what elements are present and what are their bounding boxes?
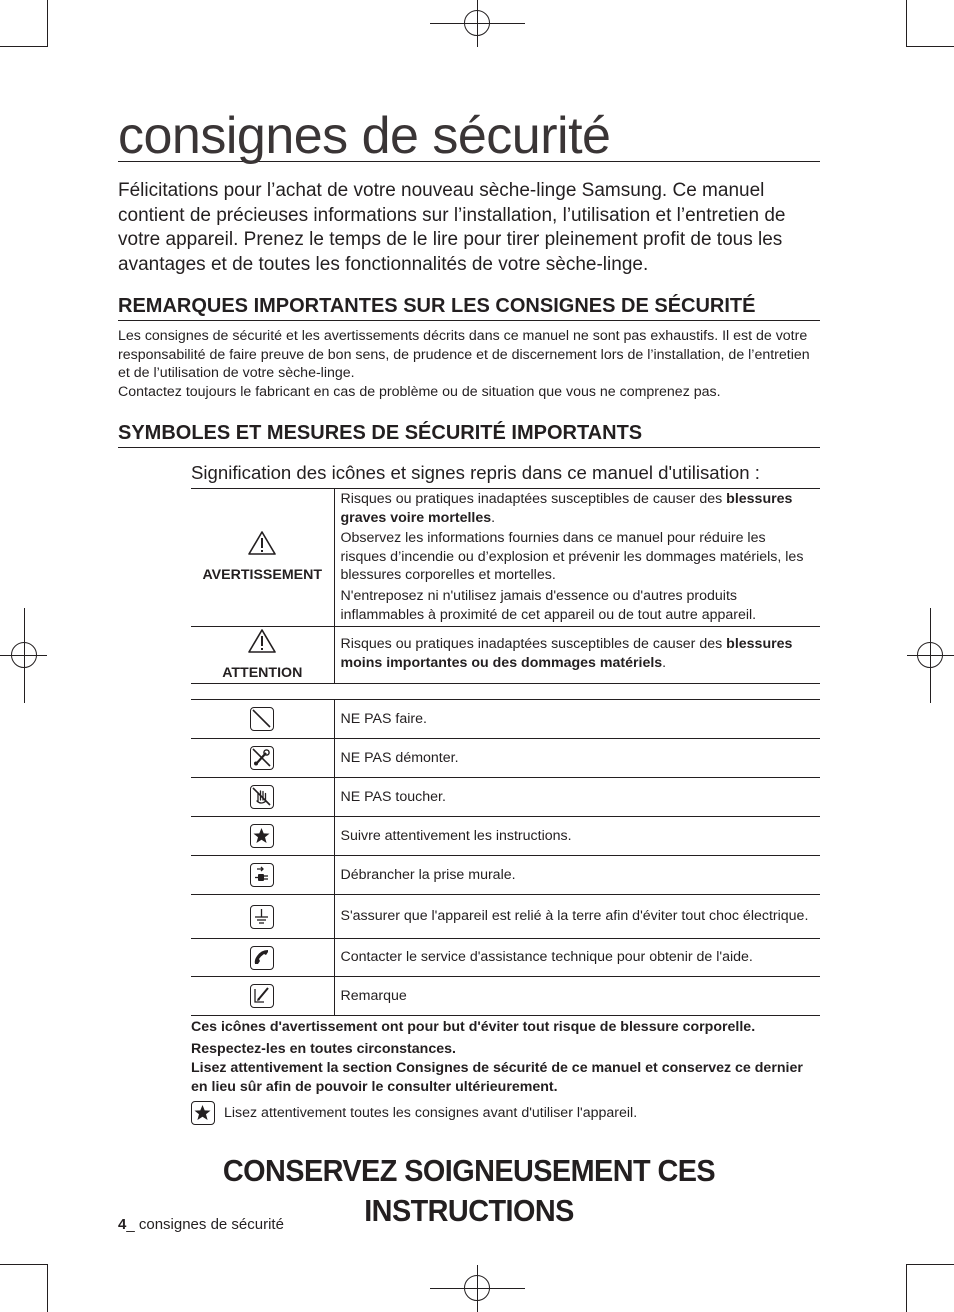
no-disassembly-icon	[250, 746, 274, 770]
symbols-heading: SYMBOLES ET MESURES DE SÉCURITÉ IMPORTANTS	[118, 421, 820, 448]
symbols-table	[191, 699, 820, 1016]
caution-icon-cell	[191, 627, 334, 684]
read-instructions-text: Lisez attentivement toutes les consignes avant d'utiliser l'appareil.	[224, 1105, 638, 1121]
table-row	[191, 739, 820, 778]
warning-text-cell	[334, 489, 820, 627]
crop-mark	[906, 1264, 907, 1312]
table-row	[191, 856, 820, 895]
symbol-description: NE PAS toucher.	[334, 778, 820, 817]
symbol-description: S'assurer que l'appareil est relié à la terre afin d'éviter tout choc électrique.	[334, 895, 820, 939]
warning-paragraph-3: N'entreposez ni n'utilisez jamais d'essence ou d'autres produits inflammables à proximité de cet appareil ou de tout autre appareil.	[340, 587, 757, 623]
crop-mark	[906, 46, 954, 47]
remarks-paragraph: Les consignes de sécurité et les avertissements décrits dans ce manuel ne sont pas exhaustifs. Il est de votre responsabilité de faire preuve de bon sens, de prudence et de discernement lors de l’installation, de l’entretien et de l’utilisation de votre sèche-linge.	[118, 328, 810, 382]
table-row	[191, 700, 820, 739]
warning-table	[191, 488, 820, 684]
crop-mark	[906, 0, 907, 47]
star-instruction-icon	[250, 824, 274, 848]
symbol-description: NE PAS faire.	[334, 700, 820, 739]
table-row	[191, 939, 820, 977]
symbol-description: Contacter le service d'assistance technique pour obtenir de l'aide.	[334, 939, 820, 977]
caution-row	[191, 627, 820, 684]
star-instruction-icon	[191, 1101, 215, 1125]
table-row	[191, 817, 820, 856]
registration-mark	[464, 1275, 490, 1301]
warning-label: AVERTISSEMENT	[202, 567, 323, 584]
save-instructions-banner: CONSERVEZ SOIGNEUSEMENT CES INSTRUCTIONS	[222, 1153, 716, 1228]
warning-paragraph-1: Risques ou pratiques inadaptées susceptibles de causer des blessures graves voire mortelles.	[340, 491, 793, 526]
symbol-description: NE PAS démonter.	[334, 739, 820, 778]
unplug-icon	[250, 863, 274, 887]
crop-mark	[0, 1264, 48, 1265]
icons-purpose-note: Ces icônes d'avertissement ont pour but d'éviter tout risque de blessure corporelle.	[191, 1019, 756, 1035]
warning-icon-cell	[191, 489, 334, 627]
remarks-contact-paragraph: Contactez toujours le fabricant en cas de problème ou de situation que vous ne comprenez pas.	[118, 384, 721, 400]
page-footer	[118, 1215, 284, 1235]
symbols-subheading: Signification des icônes et signes repris dans ce manuel d'utilisation :	[191, 462, 760, 483]
remarks-heading: REMARQUES IMPORTANTES SUR LES CONSIGNES DE SÉCURITÉ	[118, 294, 820, 321]
warning-paragraph-2: Observez les informations fournies dans ce manuel pour réduire les risques d’incendie ou d’explosion et prévenir les dommages matériels, les blessures corporelles et mortelles.	[340, 530, 804, 584]
symbol-description: Débrancher la prise murale.	[334, 856, 820, 895]
crop-mark	[47, 1264, 48, 1312]
page-title: consignes de sécurité	[118, 110, 820, 162]
registration-mark	[917, 642, 943, 668]
crop-mark	[47, 0, 48, 47]
keep-manual-note: Lisez attentivement la section Consignes de sécurité de ce manuel et conservez ce dernier en lieu sûr afin de pouvoir le consulter ultérieurement.	[191, 1060, 803, 1095]
read-instructions-note	[191, 1101, 820, 1127]
registration-mark	[11, 642, 37, 668]
crop-mark	[0, 46, 48, 47]
no-touch-icon	[250, 785, 274, 809]
caution-text-cell	[334, 627, 820, 684]
phone-icon	[250, 946, 274, 970]
respect-note: Respectez-les en toutes circonstances.	[191, 1041, 456, 1057]
page-section-label: _ consignes de sécurité	[126, 1216, 284, 1233]
prohibited-icon	[250, 707, 274, 731]
crop-mark	[906, 1264, 954, 1265]
page-number: 4	[118, 1216, 127, 1233]
registration-mark	[464, 10, 490, 36]
ground-icon	[250, 905, 274, 929]
warning-triangle-icon	[247, 530, 277, 556]
symbol-description: Remarque	[334, 977, 820, 1016]
caution-label: ATTENTION	[222, 664, 303, 681]
caution-paragraph: Risques ou pratiques inadaptées susceptibles de causer des blessures moins importantes ou des dommages matériels.	[340, 636, 793, 671]
table-row	[191, 977, 820, 1016]
symbol-description: Suivre attentivement les instructions.	[334, 817, 820, 856]
intro-paragraph: Félicitations pour l’achat de votre nouveau sèche-linge Samsung. Ce manuel contient de précieuses informations sur l’installation, l’utilisation et l’entretien de votre appareil. Prenez le temps de le lire pour tirer pleinement profit de tous les avantages et de toutes les fonctionnalités de votre sèche-linge.	[118, 180, 786, 275]
warning-row	[191, 489, 820, 627]
table-row	[191, 895, 820, 939]
table-row	[191, 778, 820, 817]
caution-triangle-icon	[247, 628, 277, 654]
note-icon	[250, 984, 274, 1008]
